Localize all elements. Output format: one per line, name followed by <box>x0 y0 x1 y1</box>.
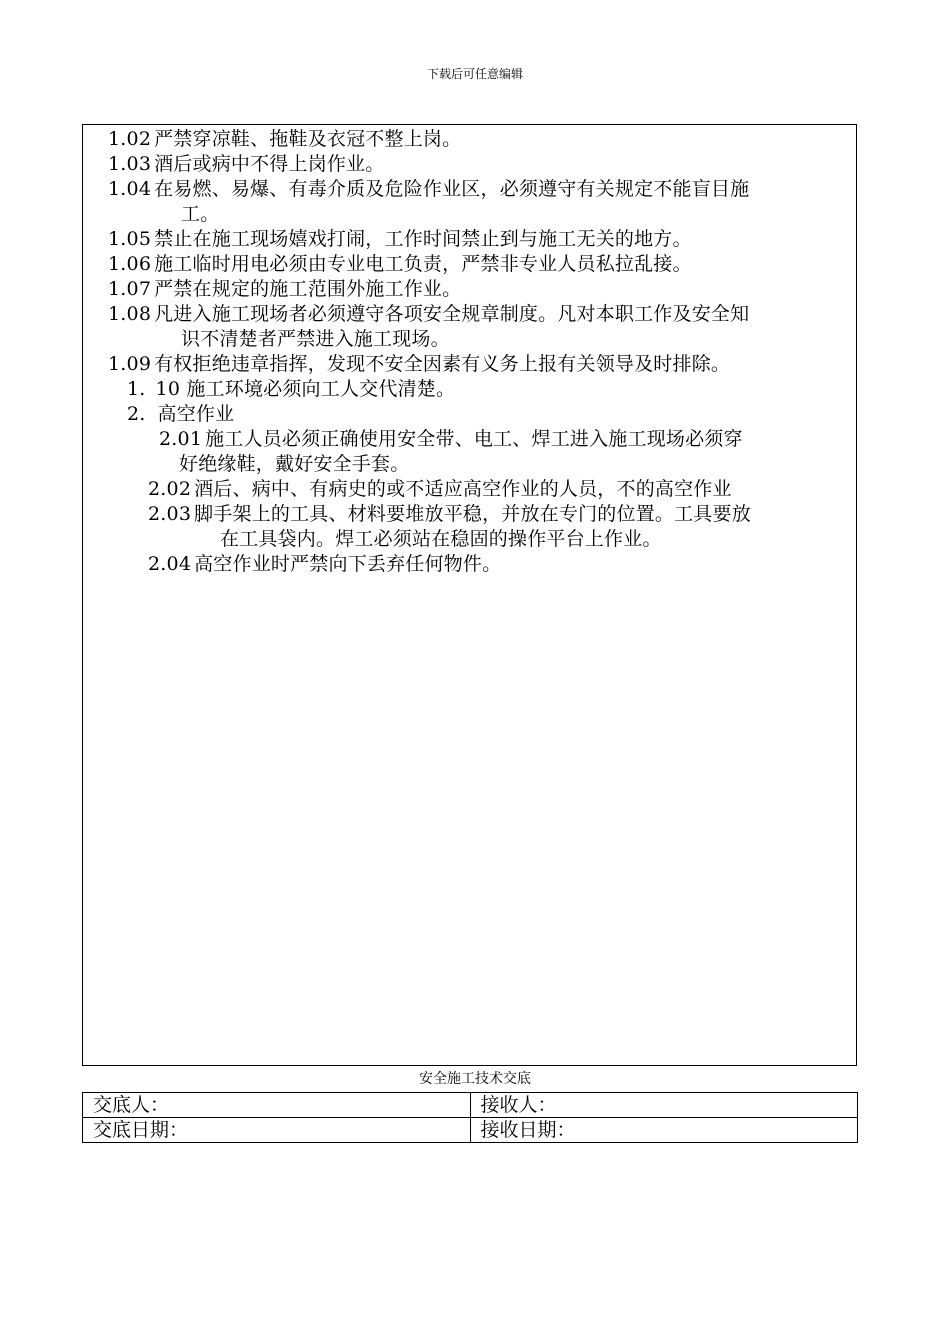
item-number: 2.03 <box>148 503 192 525</box>
item-text: 禁止在施工现场嬉戏打闹，工作时间禁止到与施工无关的地方。 <box>154 228 692 250</box>
item-number: 1.07 <box>108 278 152 300</box>
item-text: 酒后、病中、有病史的或不适应高空作业的人员，不的高空作业 <box>194 478 732 500</box>
item-text: 施工临时用电必须由专业电工负责，严禁非专业人员私拉乱接。 <box>154 253 692 275</box>
item-text: 高空作业 <box>157 403 235 425</box>
table-row <box>83 1118 858 1143</box>
item-text: 有权拒绝违章指挥，发现不安全因素有义务上报有关领导及时排除。 <box>154 353 731 375</box>
list-item <box>108 127 461 151</box>
list-item-continuation <box>220 527 662 551</box>
list-item <box>108 277 461 301</box>
item-text: 工。 <box>181 203 220 225</box>
item-number: 1.04 <box>108 178 152 200</box>
item-text: 严禁在规定的施工范围外施工作业。 <box>154 278 462 300</box>
content-box <box>82 124 857 1066</box>
item-number: 2.04 <box>148 553 192 575</box>
list-item <box>159 427 743 451</box>
list-item <box>108 252 692 276</box>
item-text: 在易燃、易爆、有毒介质及危险作业区，必须遵守有关规定不能盲目施 <box>154 178 750 200</box>
list-item <box>148 477 732 501</box>
item-text: 凡进入施工现场者必须遵守各项安全规章制度。凡对本职工作及安全知 <box>154 303 750 325</box>
item-number: 1.05 <box>108 228 152 250</box>
footer-caption: 安全施工技术交底 <box>419 1071 531 1087</box>
discloser-cell: 交底人： <box>83 1093 471 1118</box>
header-note: 下载后可任意编辑 <box>426 67 523 81</box>
item-text: 严禁穿凉鞋、拖鞋及衣冠不整上岗。 <box>154 128 462 150</box>
item-text: 10 施工环境必须向工人交代清楚。 <box>155 378 456 400</box>
list-item <box>108 177 749 201</box>
list-item-continuation <box>181 202 219 226</box>
item-text: 脚手架上的工具、材料要堆放平稳，并放在专门的位置。工具要放 <box>194 503 751 525</box>
item-text: 施工人员必须正确使用安全带、电工、焊工进入施工现场必须穿 <box>205 428 743 450</box>
item-number: 1. <box>127 378 146 400</box>
disclose-date-cell: 交底日期： <box>83 1118 471 1143</box>
item-number: 1.08 <box>108 303 152 325</box>
item-text: 在工具袋内。焊工必须站在稳固的操作平台上作业。 <box>220 528 662 550</box>
item-number: 1.06 <box>108 253 152 275</box>
receive-date-cell: 接收日期： <box>470 1118 858 1143</box>
list-item-continuation <box>181 327 450 351</box>
list-item <box>108 302 749 326</box>
table-row <box>83 1093 858 1118</box>
item-text: 高空作业时严禁向下丢弃任何物件。 <box>194 553 502 575</box>
item-text: 好绝缘鞋，戴好安全手套。 <box>179 453 410 475</box>
item-text: 酒后或病中不得上岗作业。 <box>154 153 385 175</box>
list-item <box>127 377 455 401</box>
signature-table <box>82 1092 858 1143</box>
list-item <box>108 227 692 251</box>
list-item <box>148 502 751 526</box>
item-number: 1.02 <box>108 128 152 150</box>
list-item <box>148 552 501 576</box>
item-number: 2.01 <box>159 428 203 450</box>
list-item <box>108 352 730 376</box>
receiver-cell: 接收人： <box>470 1093 858 1118</box>
list-item-continuation <box>179 452 409 476</box>
item-number: 2.02 <box>148 478 192 500</box>
item-number: 1.03 <box>108 153 152 175</box>
list-item <box>127 402 234 426</box>
list-item <box>108 152 385 176</box>
item-text: 识不清楚者严禁进入施工现场。 <box>181 328 450 350</box>
item-number: 2. <box>127 403 146 425</box>
item-number: 1.09 <box>108 353 152 375</box>
